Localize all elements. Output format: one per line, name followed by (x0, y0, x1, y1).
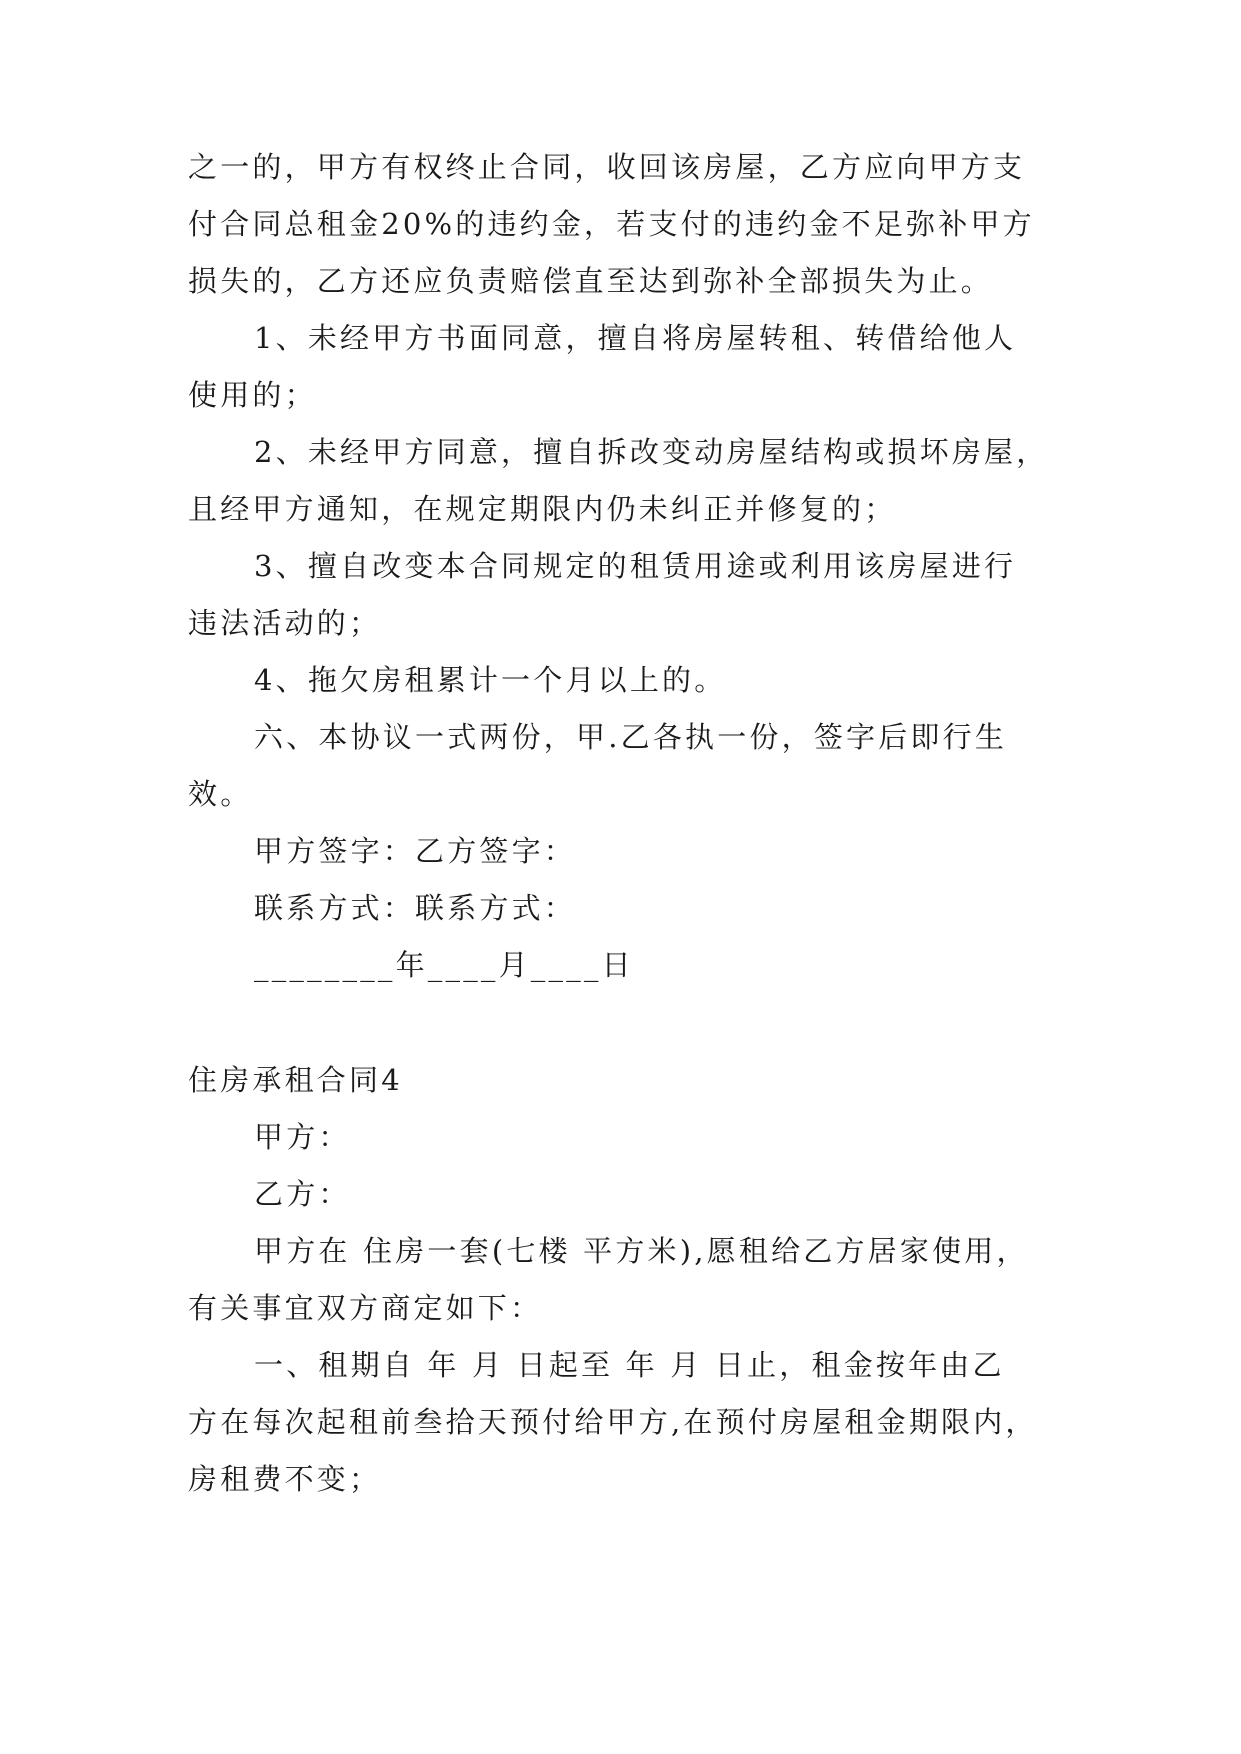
paragraph-line: 房租费不变； (188, 1462, 382, 1496)
list-item-line: 2、未经甲方同意，擅自拆改变动房屋结构或损坏房屋， (254, 435, 1049, 469)
paragraph-line: 六、本协议一式两份，甲.乙各执一份，签字后即行生 (254, 720, 1008, 754)
list-item-line: 1、未经甲方书面同意，擅自将房屋转租、转借给他人 (254, 321, 1017, 355)
paragraph-line: 甲方在 住房一套(七楼 平方米),愿租给乙方居家使用， (254, 1234, 1029, 1268)
paragraph-line: 有关事宜双方商定如下： (188, 1291, 543, 1325)
list-item-line: 违法活动的； (188, 606, 382, 640)
party-b-line: 乙方： (254, 1177, 351, 1211)
list-item-line: 3、擅自改变本合同规定的租赁用途或利用该房屋进行 (254, 549, 1017, 583)
date-line: ________年____月____日 (254, 948, 634, 982)
paragraph-line: 损失的，乙方还应负责赔偿直至达到弥补全部损失为止。 (188, 264, 994, 298)
paragraph-line: 之一的，甲方有权终止合同，收回该房屋，乙方应向甲方支 (188, 150, 1026, 184)
signature-line: 甲方签字：乙方签字： (254, 834, 577, 868)
list-item-line: 且经甲方通知，在规定期限内仍未纠正并修复的； (188, 492, 897, 526)
paragraph-line: 付合同总租金20%的违约金，若支付的违约金不足弥补甲方 (188, 207, 1035, 241)
list-item-line: 使用的； (188, 378, 317, 412)
list-item-line: 4、拖欠房租累计一个月以上的。 (254, 663, 727, 697)
contact-line: 联系方式：联系方式： (254, 891, 577, 925)
paragraph-line: 效。 (188, 777, 253, 811)
party-a-line: 甲方： (254, 1120, 351, 1154)
paragraph-line: 一、租期自 年 月 日起至 年 月 日止，租金按年由乙 (254, 1348, 1005, 1382)
paragraph-line: 方在每次起租前叁拾天预付给甲方,在预付房屋租金期限内， (188, 1405, 1038, 1439)
section-title: 住房承租合同4 (188, 1063, 403, 1097)
